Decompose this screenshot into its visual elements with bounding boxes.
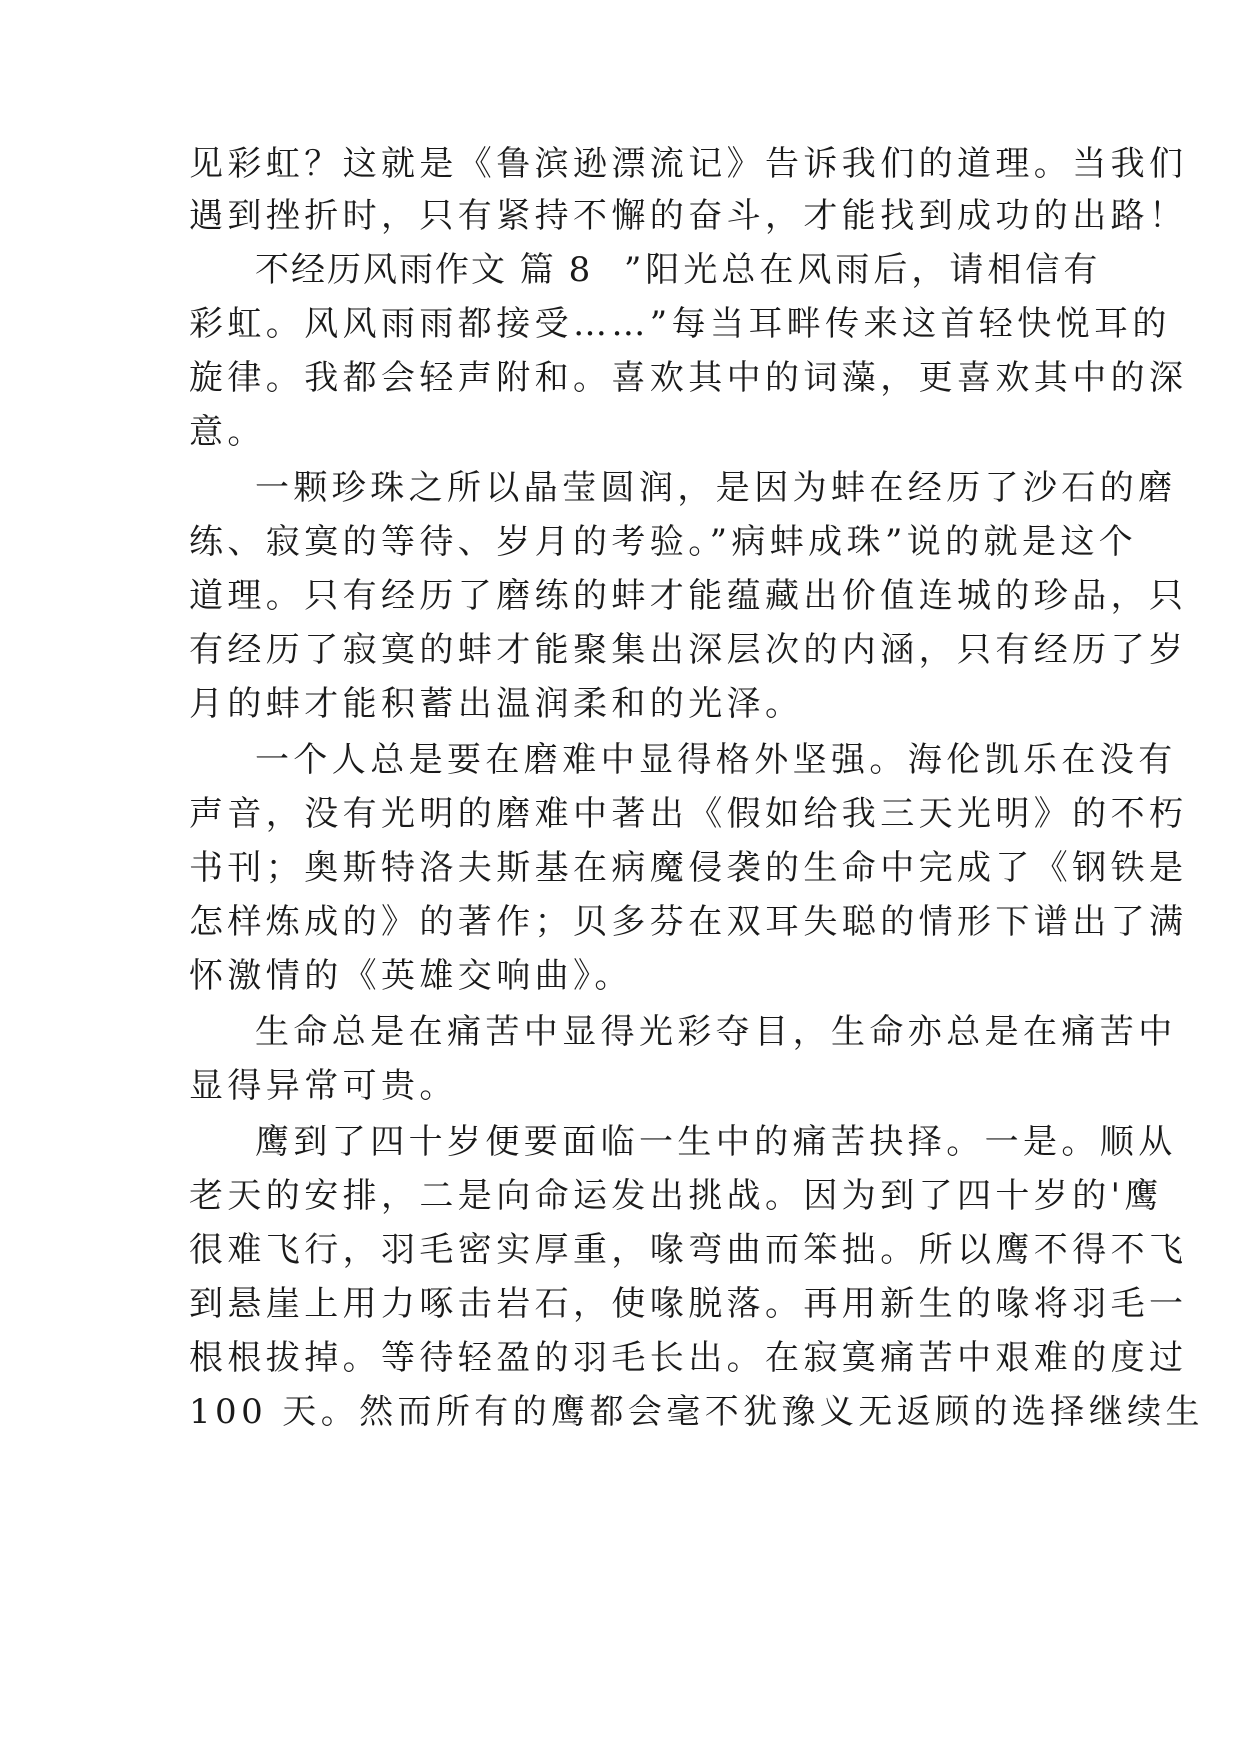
section-heading: 不经历风雨作文 篇 8 bbox=[255, 250, 593, 290]
text-line: 声音，没有光明的磨难中著出《假如给我三天光明》的不朽 bbox=[189, 794, 1188, 834]
paragraph-first-line: 一颗珍珠之所以晶莹圆润，是因为蚌在经历了沙石的磨 bbox=[255, 468, 1177, 508]
text-line: 道理。只有经历了磨练的蚌才能蕴藏出价值连城的珍品，只 bbox=[189, 576, 1188, 616]
text-line: 有经历了寂寞的蚌才能聚集出深层次的内涵，只有经历了岁 bbox=[189, 630, 1188, 670]
text-line: 怎样炼成的》的著作；贝多芬在双耳失聪的情形下谱出了满 bbox=[189, 902, 1188, 942]
section-quote: ”阳光总在风雨后，请相信有 bbox=[624, 250, 1102, 290]
text-line: 意。 bbox=[189, 412, 266, 452]
text-line: 100 天。然而所有的鹰都会毫不犹豫义无返顾的选择继续生 bbox=[189, 1392, 1204, 1432]
text-line: 书刊；奥斯特洛夫斯基在病魔侵袭的生命中完成了《钢铁是 bbox=[189, 848, 1188, 888]
text-line: 月的蚌才能积蓄出温润柔和的光泽。 bbox=[189, 684, 804, 724]
text-line: 显得异常可贵。 bbox=[189, 1066, 458, 1106]
text-line: 彩虹。风风雨雨都接受……”每当耳畔传来这首轻快悦耳的 bbox=[189, 304, 1171, 344]
text-line: 到悬崖上用力啄击岩石，使喙脱落。再用新生的喙将羽毛一 bbox=[189, 1284, 1188, 1324]
text-line: 练、寂寞的等待、岁月的考验。”病蚌成珠”说的就是这个 bbox=[189, 522, 1138, 562]
text-line: 怀激情的《英雄交响曲》。 bbox=[189, 956, 633, 996]
paragraph-first-line: 一个人总是要在磨难中显得格外坚强。海伦凯乐在没有 bbox=[255, 740, 1177, 780]
paragraph-first-line: 生命总是在痛苦中显得光彩夺目，生命亦总是在痛苦中 bbox=[255, 1012, 1177, 1052]
paragraph-first-line: 鹰到了四十岁便要面临一生中的痛苦抉择。一是。顺从 bbox=[255, 1122, 1177, 1162]
text-line: 老天的安排，二是向命运发出挑战。因为到了四十岁的'鹰 bbox=[189, 1176, 1163, 1216]
text-line: 见彩虹？这就是《鲁滨逊漂流记》告诉我们的道理。当我们 bbox=[189, 144, 1188, 184]
text-line: 根根拔掉。等待轻盈的羽毛长出。在寂寞痛苦中艰难的度过 bbox=[189, 1338, 1188, 1378]
text-line: 旋律。我都会轻声附和。喜欢其中的词藻，更喜欢其中的深 bbox=[189, 358, 1188, 398]
text-line: 遇到挫折时，只有紧持不懈的奋斗，才能找到成功的出路！ bbox=[189, 196, 1188, 236]
section-heading-line bbox=[255, 250, 1102, 294]
text-line: 很难飞行，羽毛密实厚重，喙弯曲而笨拙。所以鹰不得不飞 bbox=[189, 1230, 1188, 1270]
